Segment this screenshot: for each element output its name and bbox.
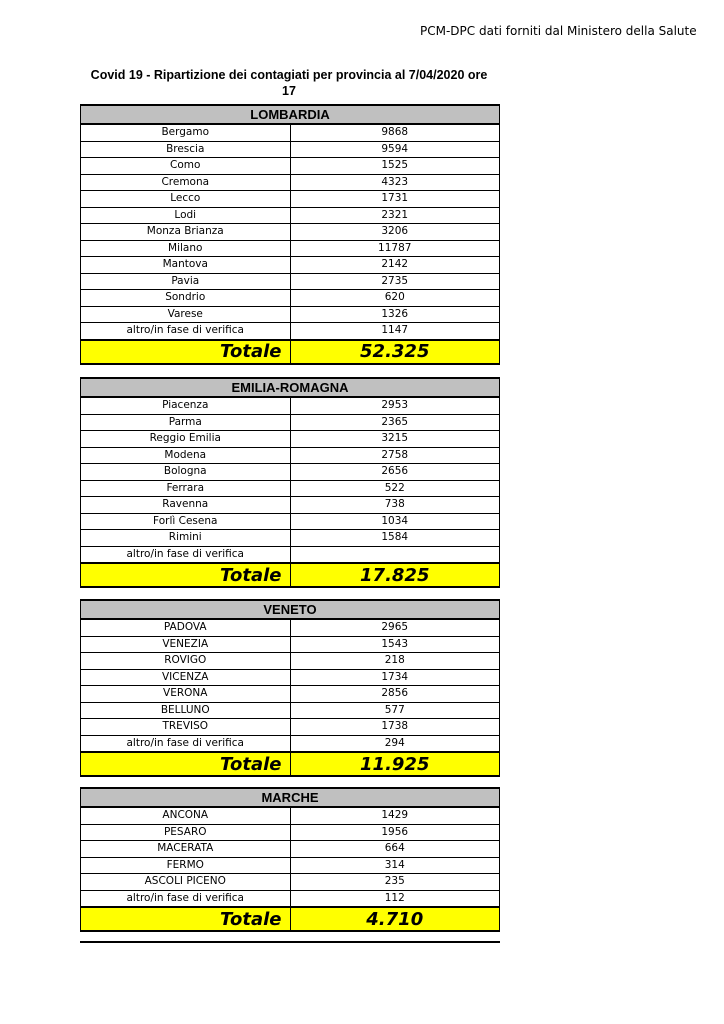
province-name: FERMO (81, 857, 291, 874)
table-row (81, 224, 500, 241)
table-row (81, 824, 500, 841)
province-name: Como (81, 158, 291, 175)
table-row (81, 447, 500, 464)
province-name: Sondrio (81, 290, 291, 307)
table-row (81, 686, 500, 703)
case-count: 11787 (290, 240, 500, 257)
case-count: 3206 (290, 224, 500, 241)
province-name: ROVIGO (81, 653, 291, 670)
case-count: 1734 (290, 669, 500, 686)
table-row (81, 497, 500, 514)
title-line-1: Covid 19 - Ripartizione dei contagiati per provincia al 7/04/2020 ore (90, 68, 488, 82)
table-row (81, 719, 500, 736)
province-name: VENEZIA (81, 636, 291, 653)
table-row (81, 841, 500, 858)
total-row (81, 907, 500, 931)
case-count: 112 (290, 890, 500, 907)
province-name: ASCOLI PICENO (81, 874, 291, 891)
case-count: 2856 (290, 686, 500, 703)
table-row (81, 513, 500, 530)
table-row (81, 480, 500, 497)
table-row (81, 174, 500, 191)
province-name: Varese (81, 306, 291, 323)
table-row (81, 257, 500, 274)
case-count: 1731 (290, 191, 500, 208)
province-name: Ferrara (81, 480, 291, 497)
province-name: VICENZA (81, 669, 291, 686)
case-count: 664 (290, 841, 500, 858)
province-name: TREVISO (81, 719, 291, 736)
case-count: 577 (290, 702, 500, 719)
table-row (81, 653, 500, 670)
title-line-2: 17 (282, 84, 296, 98)
source-note: PCM-DPC dati forniti dal Ministero della Salute (420, 24, 697, 38)
case-count: 2656 (290, 464, 500, 481)
province-name: Brescia (81, 141, 291, 158)
region-table-lombardia (80, 104, 500, 365)
region-name: EMILIA-ROMAGNA (81, 378, 500, 397)
document-title (78, 67, 500, 99)
table-row (81, 636, 500, 653)
case-count: 2142 (290, 257, 500, 274)
case-count: 2965 (290, 619, 500, 636)
case-count: 9868 (290, 124, 500, 141)
province-name: Mantova (81, 257, 291, 274)
total-value: 11.925 (290, 752, 500, 776)
table-row (81, 207, 500, 224)
case-count: 2735 (290, 273, 500, 290)
table-row (81, 669, 500, 686)
region-table-marche (80, 787, 500, 932)
province-name: Lecco (81, 191, 291, 208)
table-row (81, 464, 500, 481)
table-row (81, 191, 500, 208)
province-name: Bologna (81, 464, 291, 481)
case-count: 2321 (290, 207, 500, 224)
table-row (81, 124, 500, 141)
province-name: altro/in fase di verifica (81, 546, 291, 563)
region-name: MARCHE (81, 788, 500, 807)
case-count: 2953 (290, 397, 500, 414)
province-name: Lodi (81, 207, 291, 224)
total-label: Totale (81, 907, 291, 931)
table-row (81, 323, 500, 340)
case-count: 1429 (290, 807, 500, 824)
region-header (81, 600, 500, 619)
table-row (81, 890, 500, 907)
case-count: 2365 (290, 414, 500, 431)
province-name: Modena (81, 447, 291, 464)
table-row (81, 306, 500, 323)
case-count: 235 (290, 874, 500, 891)
case-count: 1326 (290, 306, 500, 323)
table-row (81, 273, 500, 290)
case-count: 620 (290, 290, 500, 307)
table-row (81, 290, 500, 307)
province-name: Bergamo (81, 124, 291, 141)
case-count: 1584 (290, 530, 500, 547)
table-row (81, 546, 500, 563)
province-name: Rimini (81, 530, 291, 547)
table-row (81, 619, 500, 636)
region-header (81, 788, 500, 807)
case-count: 4323 (290, 174, 500, 191)
case-count: 1034 (290, 513, 500, 530)
province-name: PADOVA (81, 619, 291, 636)
province-name: Pavia (81, 273, 291, 290)
province-name: MACERATA (81, 841, 291, 858)
total-row (81, 340, 500, 364)
total-row (81, 563, 500, 587)
total-label: Totale (81, 752, 291, 776)
province-name: Milano (81, 240, 291, 257)
end-rule (80, 941, 500, 943)
case-count: 1543 (290, 636, 500, 653)
province-name: VERONA (81, 686, 291, 703)
table-row (81, 431, 500, 448)
province-name: Monza Brianza (81, 224, 291, 241)
table-row (81, 857, 500, 874)
case-count: 1738 (290, 719, 500, 736)
province-name: Reggio Emilia (81, 431, 291, 448)
table-row (81, 158, 500, 175)
table-row (81, 141, 500, 158)
case-count: 522 (290, 480, 500, 497)
case-count: 3215 (290, 431, 500, 448)
region-table-veneto (80, 599, 500, 777)
case-count: 218 (290, 653, 500, 670)
total-value: 17.825 (290, 563, 500, 587)
total-label: Totale (81, 340, 291, 364)
table-row (81, 702, 500, 719)
province-name: altro/in fase di verifica (81, 323, 291, 340)
province-name: Ravenna (81, 497, 291, 514)
case-count: 9594 (290, 141, 500, 158)
province-name: Piacenza (81, 397, 291, 414)
table-row (81, 240, 500, 257)
table-row (81, 530, 500, 547)
region-table-emilia-romagna (80, 377, 500, 588)
table-row (81, 414, 500, 431)
region-name: LOMBARDIA (81, 105, 500, 124)
table-row (81, 735, 500, 752)
region-name: VENETO (81, 600, 500, 619)
province-name: ANCONA (81, 807, 291, 824)
case-count: 1147 (290, 323, 500, 340)
case-count: 1525 (290, 158, 500, 175)
province-name: Cremona (81, 174, 291, 191)
total-value: 4.710 (290, 907, 500, 931)
case-count: 738 (290, 497, 500, 514)
table-row (81, 807, 500, 824)
province-name: BELLUNO (81, 702, 291, 719)
region-header (81, 105, 500, 124)
province-name: Parma (81, 414, 291, 431)
province-name: altro/in fase di verifica (81, 890, 291, 907)
case-count: 2758 (290, 447, 500, 464)
case-count: 294 (290, 735, 500, 752)
total-row (81, 752, 500, 776)
total-value: 52.325 (290, 340, 500, 364)
province-name: PESARO (81, 824, 291, 841)
province-name: Forlì Cesena (81, 513, 291, 530)
table-row (81, 874, 500, 891)
case-count: 314 (290, 857, 500, 874)
region-header (81, 378, 500, 397)
case-count (290, 546, 500, 563)
case-count: 1956 (290, 824, 500, 841)
province-name: altro/in fase di verifica (81, 735, 291, 752)
total-label: Totale (81, 563, 291, 587)
table-row (81, 397, 500, 414)
